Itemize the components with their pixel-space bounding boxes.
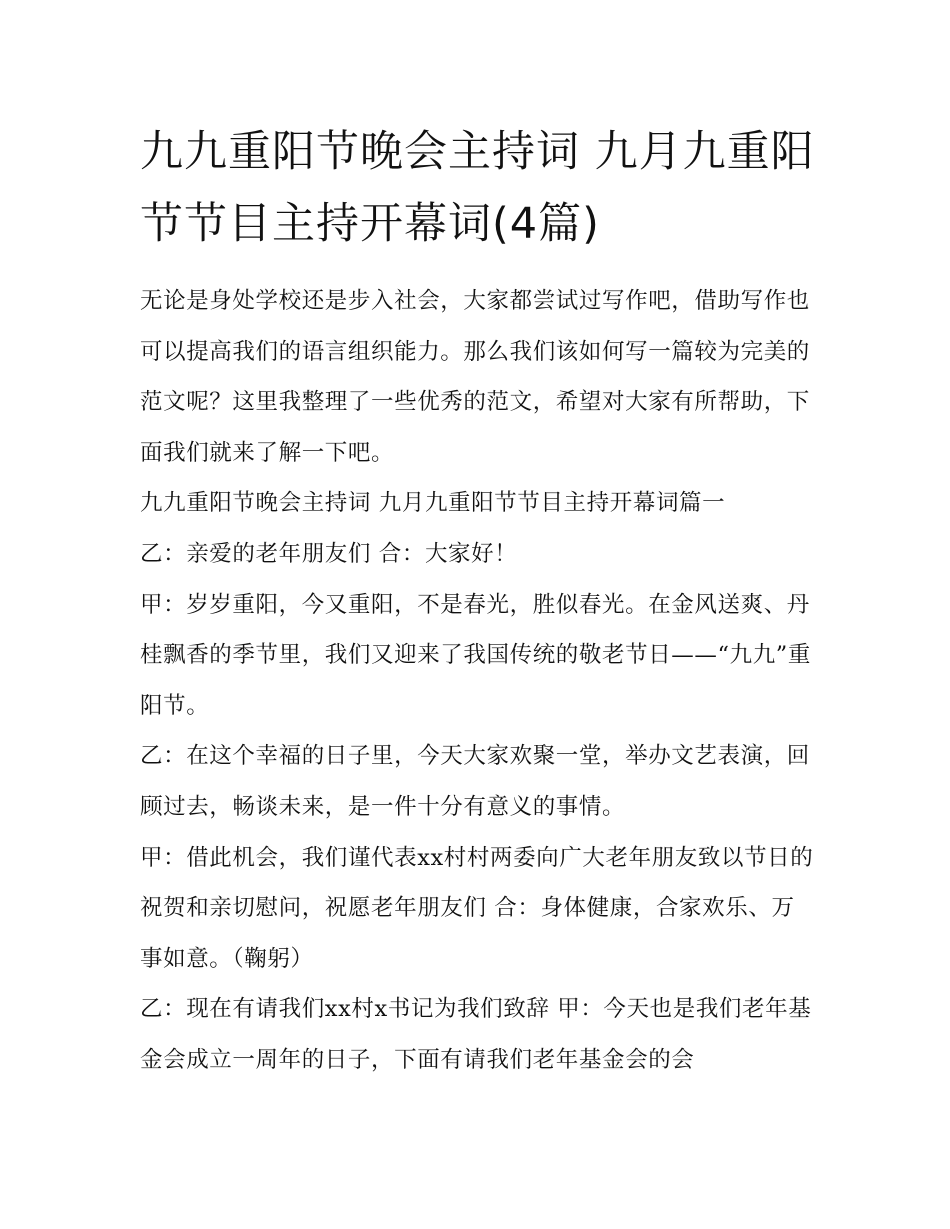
dialogue-line: 乙：亲爱的老年朋友们 合：大家好！: [140, 540, 518, 567]
dialogue-line: 乙：在这个幸福的日子里，今天大家欢聚一堂，举办文艺表演，回顾过去，畅谈未来，是一件十分有意义的事情。: [140, 743, 810, 820]
section-heading: 九九重阳节晚会主持词 九月九重阳节节目主持开幕词篇一: [140, 490, 726, 517]
document-body: [140, 276, 815, 1086]
dialogue-line: 乙：现在有请我们xx村x书记为我们致辞 甲：今天也是我们老年基金会成立一周年的日子，下面有请我们老年基金会的会: [140, 996, 812, 1073]
document-title: 九九重阳节晚会主持词 九月九重阳节节目主持开幕词(4篇): [140, 127, 815, 249]
intro-paragraph: 无论是身处学校还是步入社会，大家都尝试过写作吧，借助写作也可以提高我们的语言组织能力。那么我们该如何写一篇较为完美的范文呢？这里我整理了一些优秀的范文，希望对大家有所帮助，下面我们就来了解一下吧。: [140, 288, 810, 466]
dialogue-line: 甲：岁岁重阳，今又重阳，不是春光，胜似春光。在金风送爽、丹桂飘香的季节里，我们又迎来了我国传统的敬老节日——“九九”重阳节。: [140, 591, 812, 719]
dialogue-line: 甲：借此机会，我们谨代表xx村村两委向广大老年朋友致以节日的祝贺和亲切慰问，祝愿老年朋友们 合：身体健康，合家欢乐、万事如意。（鞠躬）: [140, 844, 814, 972]
